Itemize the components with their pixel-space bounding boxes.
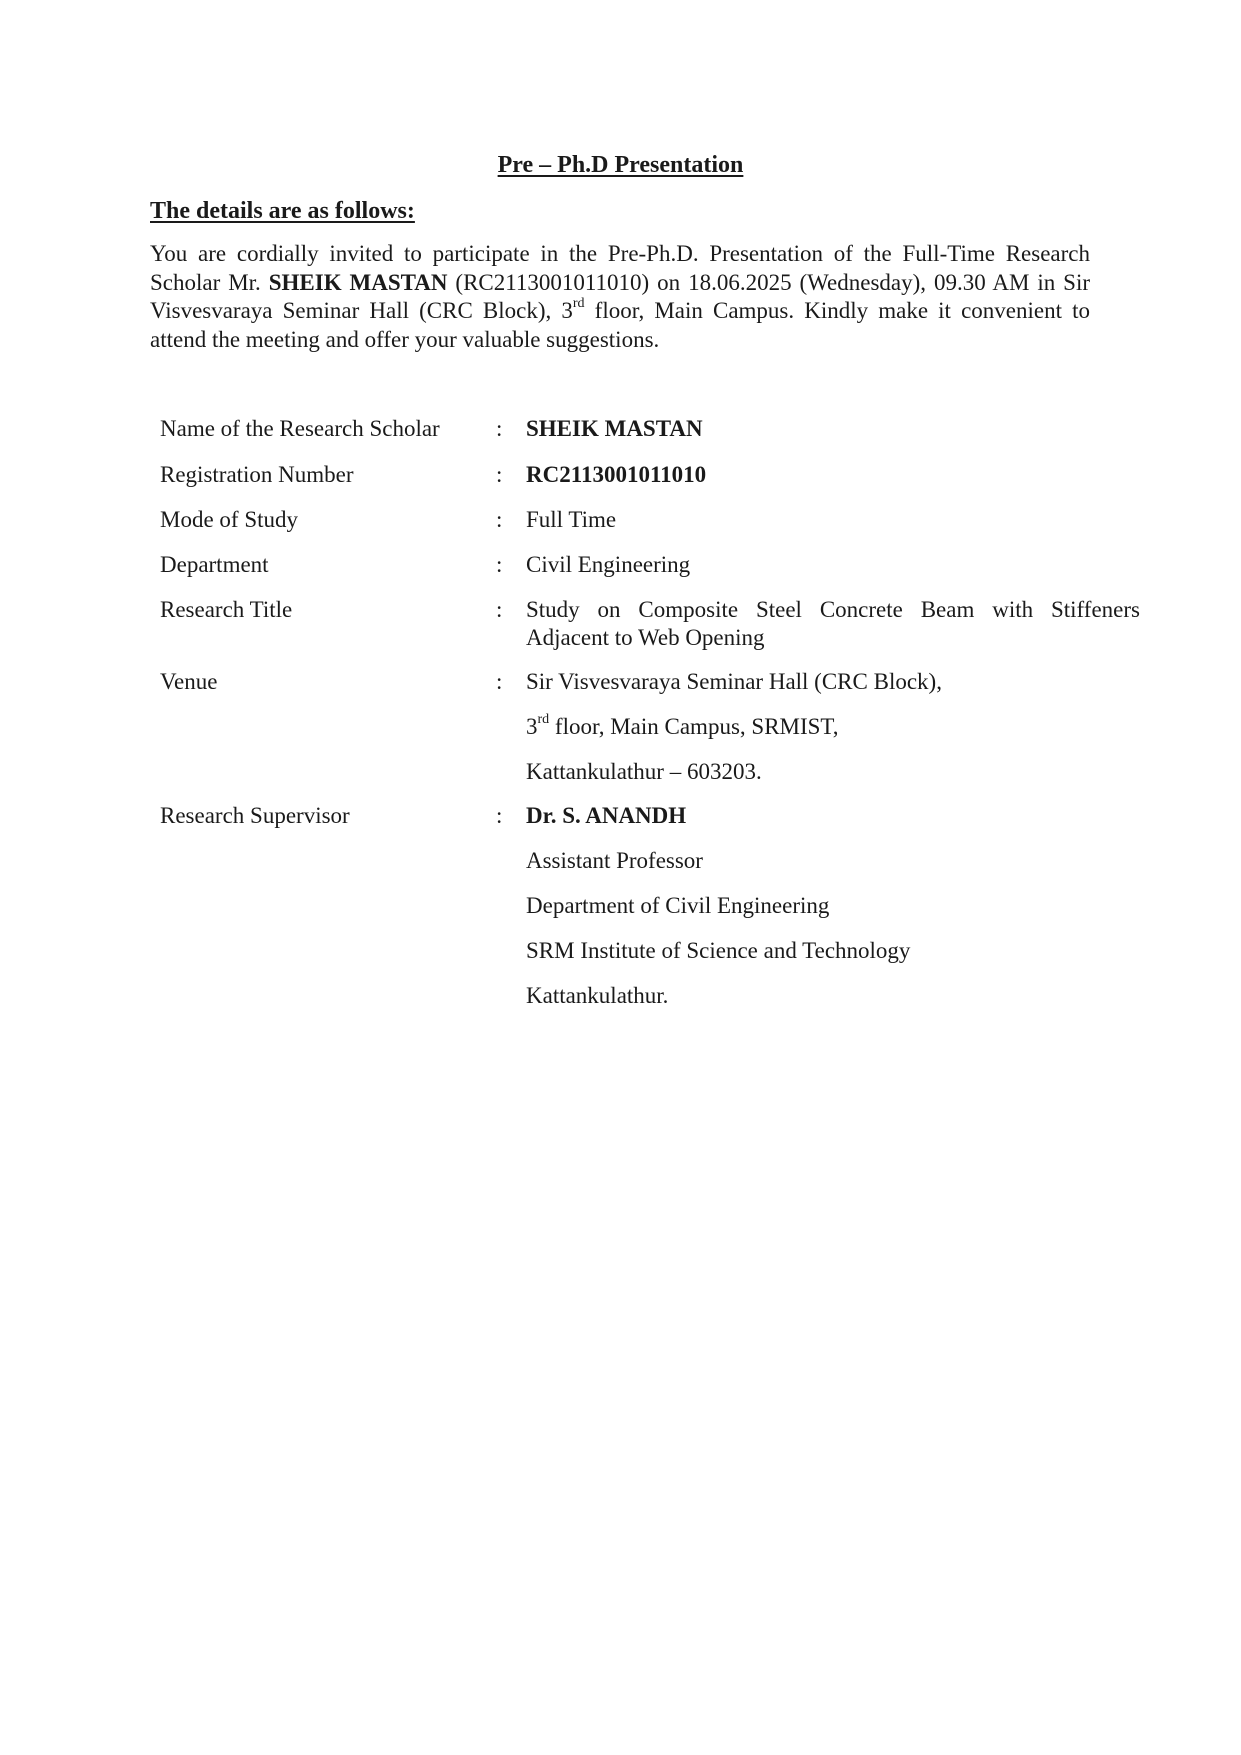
details-table — [160, 415, 1140, 1010]
details-heading: The details are as follows: — [150, 198, 415, 224]
row-research-title: Research Title : Study on Composite Steel Concrete Beam with Stiffeners Adjacent to Web Opening — [160, 597, 1140, 650]
scholar-name: SHEIK MASTAN — [526, 416, 703, 441]
department: Civil Engineering — [526, 552, 691, 577]
registration-number: RC2113001011010 — [526, 462, 707, 487]
supervisor: Dr. S. ANANDH Assistant Professor Department of Civil Engineering SRM Institute of Science and Technology Kattankulathur. — [526, 802, 1140, 1010]
invitation-paragraph: You are cordially invited to participate in the Pre-Ph.D. Presentation of the Full-Time Research Scholar Mr. SHEIK MASTAN (RC2113001011010) on 18.06.2025 (Wednesday), 09.30 AM in Sir Visvesvaraya Seminar Hall (CRC Block), 3rd floor, Main Campus. Kindly make it convenient to attend the meeting and offer your valuable suggestions. — [150, 241, 1091, 352]
research-title: Study on Composite Steel Concrete Beam with Stiffeners Adjacent to Web Opening — [526, 597, 1140, 650]
row-department: Department : Civil Engineering — [160, 551, 1140, 579]
row-registration: Registration Number : RC2113001011010 — [160, 461, 1140, 489]
supervisor-name: Dr. S. ANANDH — [526, 803, 687, 828]
mode-of-study: Full Time — [526, 507, 617, 532]
scholar-name-inline: SHEIK MASTAN — [268, 269, 448, 295]
row-scholar-name: Name of the Research Scholar : SHEIK MASTAN — [160, 415, 1140, 443]
row-supervisor: Research Supervisor : Dr. S. ANANDH Assistant Professor Department of Civil Engineering SRM Institute of Science and Technology Kattankulathur. — [160, 802, 1140, 1010]
row-mode: Mode of Study : Full Time — [160, 506, 1140, 534]
venue: Sir Visvesvaraya Seminar Hall (CRC Block), 3rd floor, Main Campus, SRMIST, Kattankulathur – 603203. — [526, 669, 942, 784]
document-title: Pre – Ph.D Presentation — [497, 152, 744, 178]
row-venue: Venue : Sir Visvesvaraya Seminar Hall (CRC Block), 3rd floor, Main Campus, SRMIST, Kattankulathur – 603203. — [160, 668, 1140, 786]
